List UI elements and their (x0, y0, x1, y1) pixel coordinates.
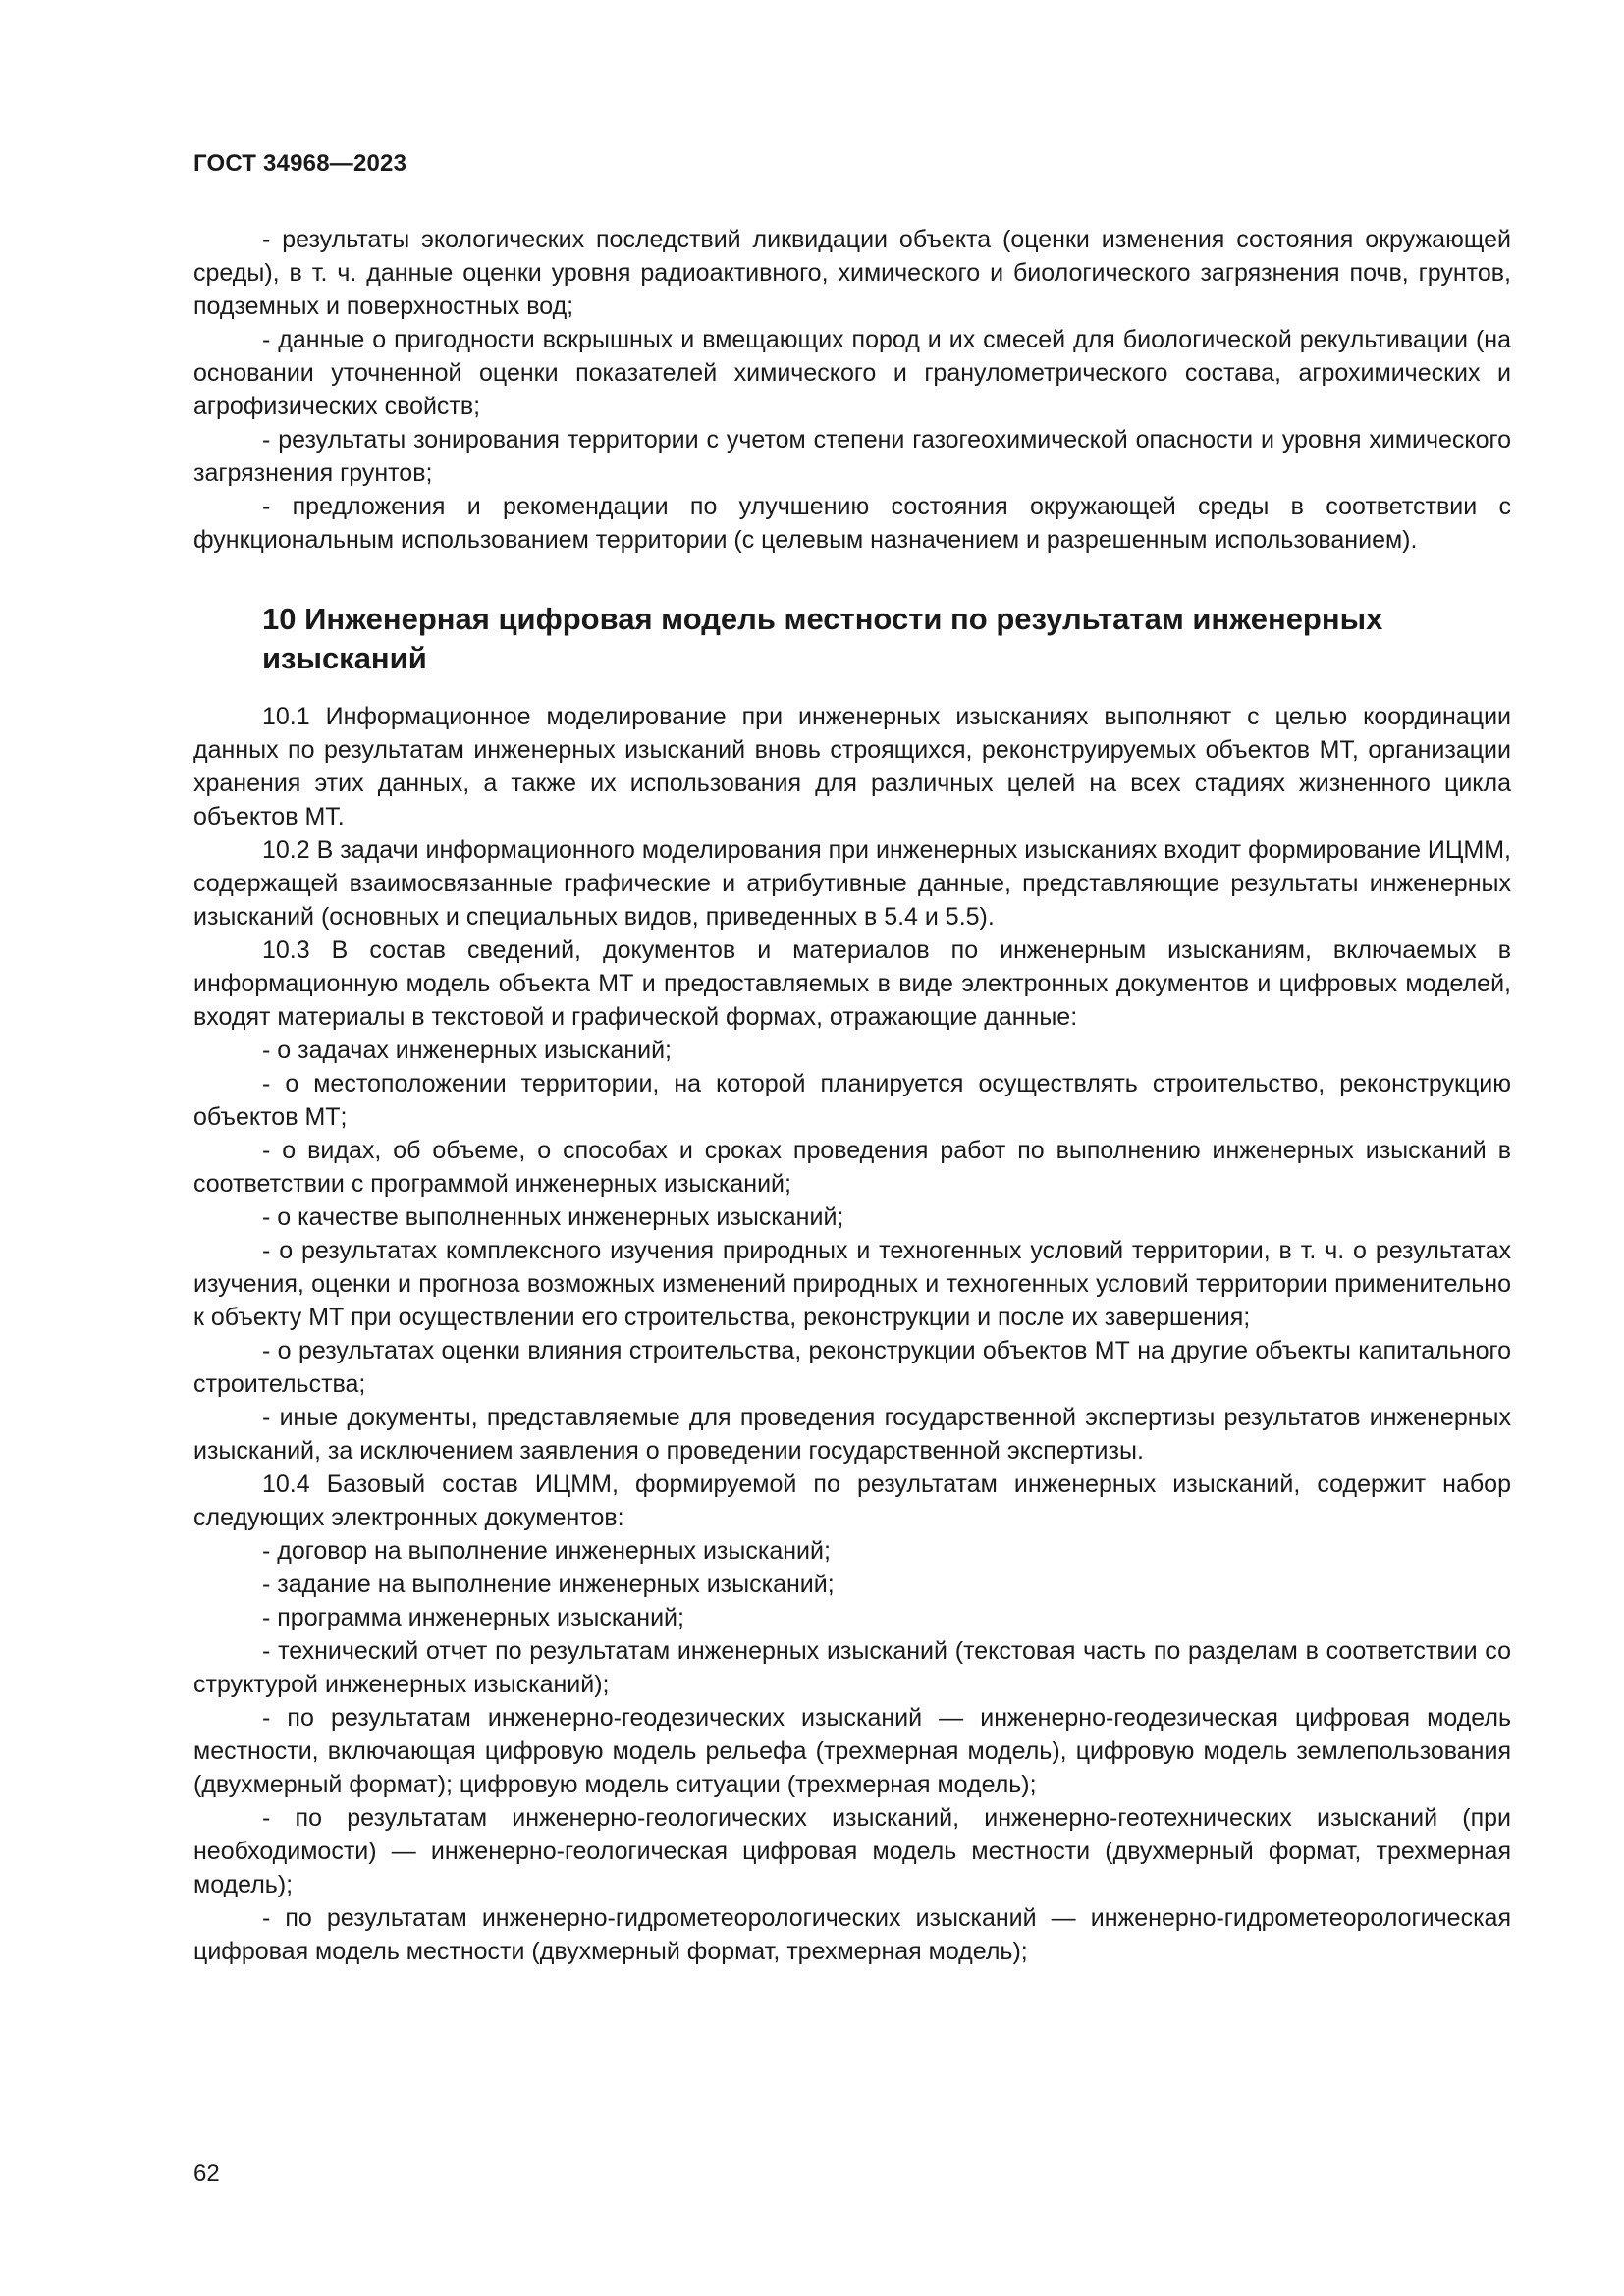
list-item: - по результатам инженерно-геологических изысканий, инженерно-геотехнических изысканий (при необходимости) — инженерно-геологическая цифровая модель местности (двухмерный формат, трехмерная модель); (193, 1804, 1511, 1898)
list-item: - о результатах оценки влияния строительства, реконструкции объектов МТ на другие объекты капитального строительства; (193, 1337, 1511, 1398)
list-item: - договор на выполнение инженерных изысканий; (262, 1537, 831, 1565)
list-item: - программа инженерных изысканий; (262, 1604, 684, 1631)
page-number: 62 (193, 2161, 220, 2187)
list-item: - о качестве выполненных инженерных изысканий; (262, 1203, 844, 1231)
list-item: - о видах, об объеме, о способах и сроках проведения работ по выполнению инженерных изысканий в соответствии с программой инженерных изысканий; (193, 1137, 1511, 1198)
list-item: - результаты экологических последствий ликвидации объекта (оценки изменения состояния окружающей среды), в т. ч. данные оценки уровня радиоактивного, химического и биологического загрязнения почв, грунтов, подземных и поверхностных вод; (193, 226, 1511, 320)
paragraph-10-2: 10.2 В задачи информационного моделирования при инженерных изысканиях входит формирование ИЦММ, содержащей взаимосвязанные графические и атрибутивные данные, представляющие результаты инженерных изысканий (основных и специальных видов, приведенных в 5.4 и 5.5). (193, 836, 1511, 931)
page-content (193, 223, 1511, 1968)
list-item: - о задачах инженерных изысканий; (262, 1037, 673, 1064)
list-item: - задание на выполнение инженерных изысканий; (262, 1571, 835, 1598)
list-item: - данные о пригодности вскрышных и вмещающих пород и их смесей для биологической рекультивации (на основании уточненной оценки показателей химического и гранулометрического состава, агрохимических и агрофизических свойств; (193, 326, 1511, 420)
list-item: - по результатам инженерно-гидрометеорологических изысканий — инженерно-гидрометеорологическая цифровая модель местности (двухмерный формат, трехмерная модель); (193, 1904, 1511, 1965)
list-item: - иные документы, представляемые для проведения государственной экспертизы результатов инженерных изысканий, за исключением заявления о проведении государственной экспертизы. (193, 1404, 1511, 1465)
section-heading: 10 Инженерная цифровая модель местности по результатам инженерных изысканий (262, 602, 1383, 675)
list-item: - результаты зонирования территории с учетом степени газогеохимической опасности и уровня химического загрязнения грунтов; (193, 426, 1511, 487)
list-item: - по результатам инженерно-геодезических изысканий — инженерно-геодезическая цифровая модель местности, включающая цифровую модель рельефа (трехмерная модель), цифровую модель землепользования (двухмерный формат); цифровую модель ситуации (трехмерная модель); (193, 1704, 1511, 1798)
paragraph-10-3: 10.3 В состав сведений, документов и материалов по инженерным изысканиям, включаемых в информационную модель объекта МТ и предоставляемых в виде электронных документов и цифровых моделей, входят материалы в текстовой и графической формах, отражающие данные: (193, 936, 1511, 1031)
paragraph-10-1: 10.1 Информационное моделирование при инженерных изысканиях выполняют с целью координации данных по результатам инженерных изысканий вновь строящихся, реконструируемых объектов МТ, организации хранения этих данных, а также их использования для различных целей на всех стадиях жизненного цикла объектов МТ. (193, 703, 1511, 830)
list-item: - о результатах комплексного изучения природных и техногенных условий территории, в т. ч. о результатах изучения, оценки и прогноза возможных изменений природных и техногенных условий территории применительно к объекту МТ при осуществлении его строительства, реконструкции и после их завершения; (193, 1237, 1511, 1331)
paragraph-10-4: 10.4 Базовый состав ИЦММ, формируемой по результатам инженерных изысканий, содержит набор следующих электронных документов: (193, 1470, 1511, 1531)
list-item: - о местоположении территории, на которой планируется осуществлять строительство, реконструкцию объектов МТ; (193, 1070, 1511, 1131)
list-item: - предложения и рекомендации по улучшению состояния окружающей среды в соответствии с функциональным использованием территории (с целевым назначением и разрешенным использованием). (193, 493, 1511, 554)
list-item: - технический отчет по результатам инженерных изысканий (текстовая часть по разделам в соответствии со структурой инженерных изысканий); (193, 1637, 1511, 1698)
standard-header: ГОСТ 34968—2023 (193, 150, 407, 177)
